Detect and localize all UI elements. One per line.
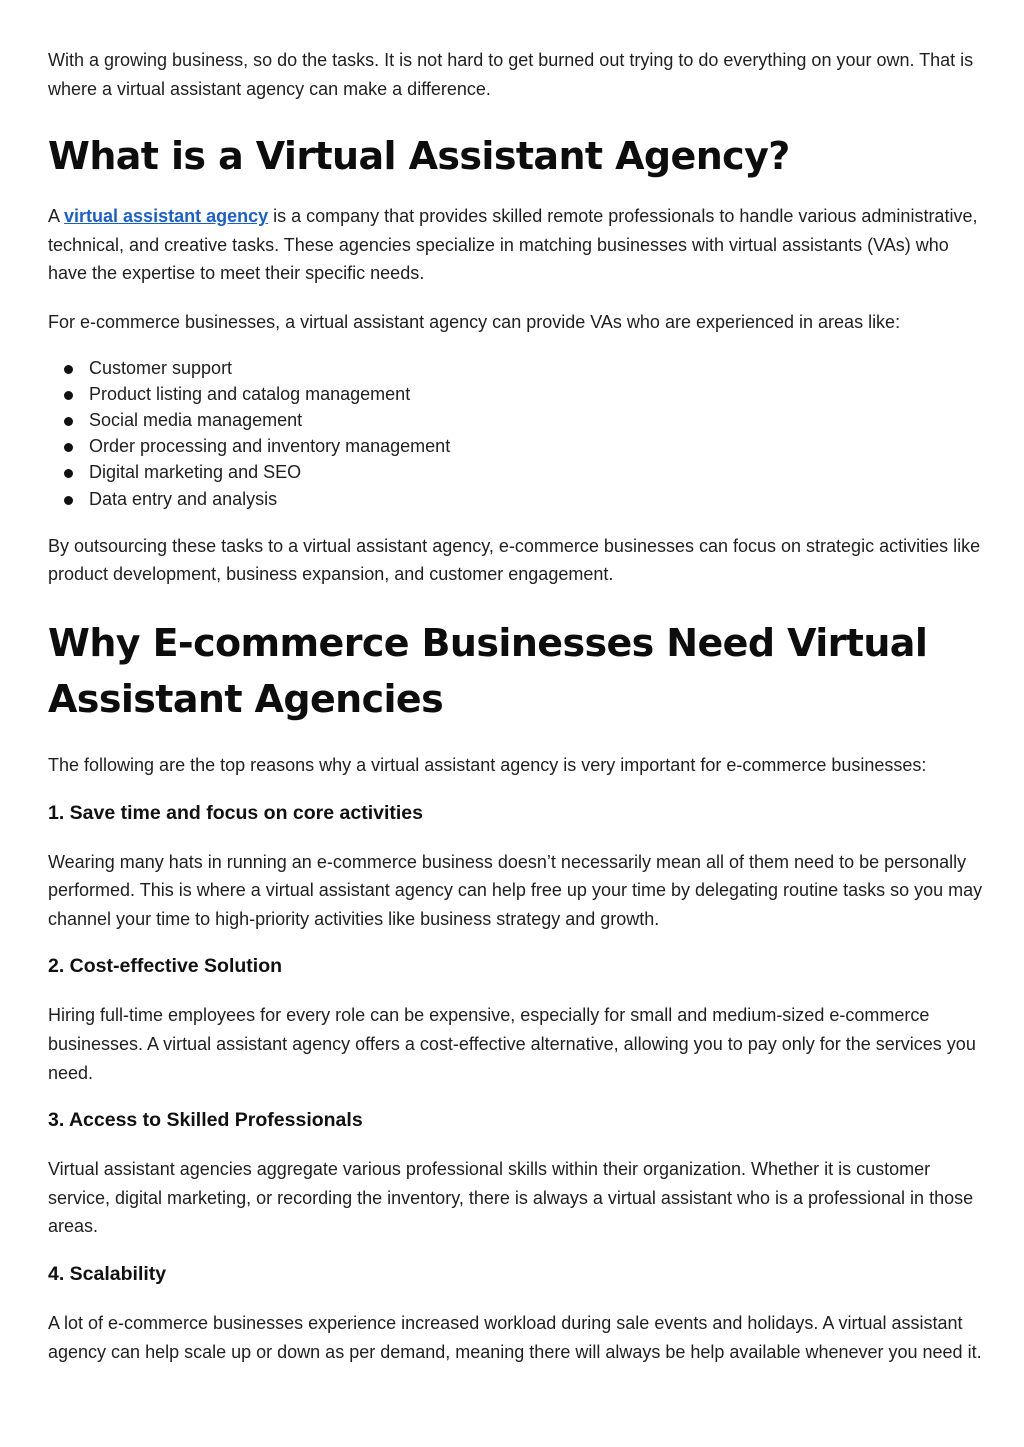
reasons-intro-paragraph: The following are the top reasons why a virtual assistant agency is very important for e-commerce businesses: [48, 754, 927, 775]
section-heading-what-is: What is a Virtual Assistant Agency? [48, 134, 790, 179]
bullet-icon [64, 417, 73, 426]
reason-body: A lot of e-commerce businesses experience increased workload during sale events and holidays. A virtual assistant agency can help scale up or down as per demand, meaning there will always be help available whenever you need it. [48, 1312, 982, 1362]
reason-title: 3. Access to Skilled Professionals [48, 1109, 363, 1132]
list-item: Digital marketing and SEO [48, 459, 988, 485]
bullet-icon [64, 496, 73, 505]
bullet-icon [64, 443, 73, 452]
list-item: Social media management [48, 407, 988, 433]
bullet-icon [64, 469, 73, 478]
list-intro-paragraph: For e-commerce businesses, a virtual assistant agency can provide VAs who are experienced in areas like: [48, 311, 901, 332]
list-item: Data entry and analysis [48, 486, 988, 512]
bullet-icon [64, 391, 73, 400]
reason-title: 2. Cost-effective Solution [48, 955, 283, 978]
reason-body: Wearing many hats in running an e-commerce business doesn’t necessarily mean all of them need to be personally performed. This is where a virtual assistant agency can help free up your time by delegating routine tasks so you may channel your time to high-priority activities like business strategy and growth. [48, 851, 983, 929]
list-item: Order processing and inventory management [48, 433, 988, 459]
section-heading-why-need: Why E-commerce Businesses Need Virtual Assistant Agencies [48, 620, 928, 721]
definition-paragraph [48, 202, 988, 288]
outsourcing-paragraph: By outsourcing these tasks to a virtual assistant agency, e-commerce businesses can focus on strategic activities like product development, business expansion, and customer engagement. [48, 535, 981, 585]
bullet-icon [64, 365, 73, 374]
definition-suffix: is a company that provides skilled remote professionals to handle various administrative, technical, and creative tasks. These agencies specialize in matching businesses with virtual assistants (VAs) who have the expertise to meet their specific needs. [48, 206, 978, 284]
list-item: Product listing and catalog management [48, 381, 988, 407]
services-list [48, 355, 988, 512]
article [48, 44, 988, 1366]
virtual-assistant-agency-link[interactable]: virtual assistant agency [64, 206, 269, 227]
intro-paragraph: With a growing business, so do the tasks. It is not hard to get burned out trying to do everything on your own. That is where a virtual assistant agency can make a difference. [48, 50, 974, 99]
reason-body: Hiring full-time employees for every role can be expensive, especially for small and medium-sized e-commerce businesses. A virtual assistant agency offers a cost-effective alternative, allowing you to pay only for the services you need. [48, 1005, 976, 1083]
definition-prefix: A [48, 206, 65, 227]
reason-title: 4. Scalability [48, 1262, 167, 1285]
reason-title: 1. Save time and focus on core activities [48, 801, 423, 824]
reason-body: Virtual assistant agencies aggregate various professional skills within their organization. Whether it is customer service, digital marketing, or recording the inventory, there is always a virtual assistant who is a professional in those areas. [48, 1159, 974, 1237]
list-item: Customer support [48, 355, 988, 381]
